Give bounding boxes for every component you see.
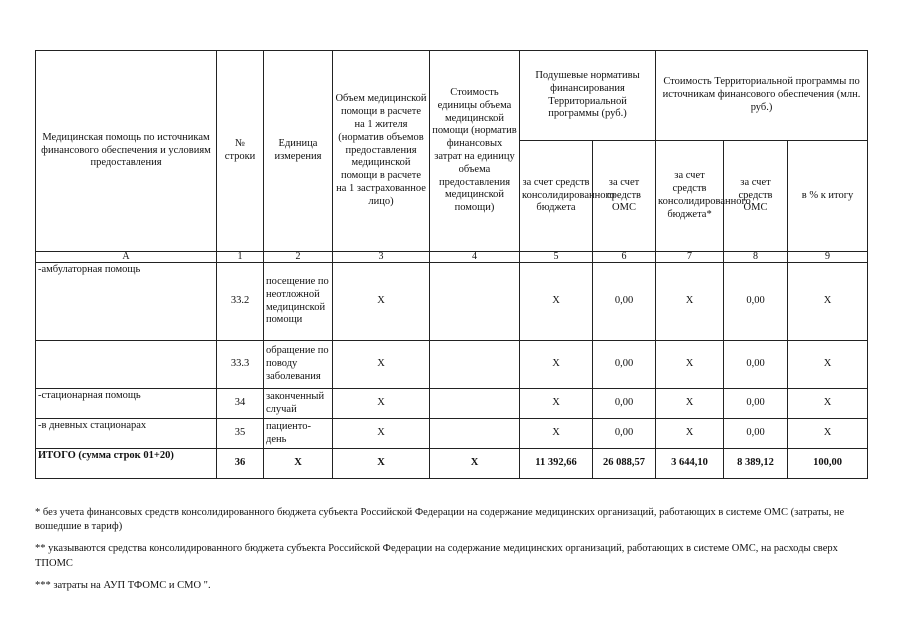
cell-col-3: X xyxy=(333,263,430,341)
column-number: 5 xyxy=(520,252,593,263)
total-col-5: 11 392,66 xyxy=(520,449,593,479)
row-label xyxy=(36,341,217,389)
cell-col-8: 0,00 xyxy=(724,263,788,341)
cell-col-5: X xyxy=(520,263,593,341)
header-col-7: за счет средств консолидированного бюджета* xyxy=(656,141,724,252)
cell-col-4 xyxy=(430,419,520,449)
cell-col-6: 0,00 xyxy=(593,389,656,419)
total-unit: X xyxy=(264,449,333,479)
table-row xyxy=(36,263,868,341)
cell-col-4 xyxy=(430,341,520,389)
footnotes xyxy=(35,506,867,601)
row-label: -в дневных стационарах xyxy=(36,419,217,449)
column-number: 8 xyxy=(724,252,788,263)
total-col-8: 8 389,12 xyxy=(724,449,788,479)
column-number: 2 xyxy=(264,252,333,263)
cell-col-3: X xyxy=(333,341,430,389)
header-col-1: № строки xyxy=(217,51,264,252)
header-col-2: Единица измерения xyxy=(264,51,333,252)
cell-col-8: 0,00 xyxy=(724,341,788,389)
cell-col-9: X xyxy=(788,263,868,341)
total-number: 36 xyxy=(217,449,264,479)
cell-col-9: X xyxy=(788,389,868,419)
row-unit: обращение по поводу заболевания xyxy=(264,341,333,389)
header-col-a: Медицинская помощь по источникам финансового обеспечения и условиям предоставления xyxy=(36,51,217,252)
total-col-7: 3 644,10 xyxy=(656,449,724,479)
cell-col-7: X xyxy=(656,263,724,341)
cell-col-6: 0,00 xyxy=(593,341,656,389)
column-number: А xyxy=(36,252,217,263)
total-col-4: X xyxy=(430,449,520,479)
header-col-3: Объем медицинской помощи в расчете на 1 жителя (норматив объемов предоставления медицинской помощи в расчете на 1 застрахованное лицо) xyxy=(333,51,430,252)
header-col-6: за счет средств ОМС xyxy=(593,141,656,252)
header-group-program-cost: Стоимость Территориальной программы по источникам финансового обеспечения (млн. руб.) xyxy=(656,51,868,141)
total-label: ИТОГО (сумма строк 01+20) xyxy=(36,449,217,479)
row-unit: посещение по неотложной медицинской помощи xyxy=(264,263,333,341)
cell-col-9: X xyxy=(788,341,868,389)
total-col-6: 26 088,57 xyxy=(593,449,656,479)
row-label: -амбулаторная помощь xyxy=(36,263,217,341)
table-row xyxy=(36,389,868,419)
row-label: -стационарная помощь xyxy=(36,389,217,419)
column-number: 3 xyxy=(333,252,430,263)
cell-col-5: X xyxy=(520,419,593,449)
cell-col-7: X xyxy=(656,389,724,419)
header-group-per-capita: Подушевые нормативы финансирования Территориальной программы (руб.) xyxy=(520,51,656,141)
header-col-9: в % к итогу xyxy=(788,141,868,252)
cell-col-6: 0,00 xyxy=(593,419,656,449)
table-row xyxy=(36,341,868,389)
cell-col-8: 0,00 xyxy=(724,419,788,449)
header-col-8: за счет средств ОМС xyxy=(724,141,788,252)
cell-col-4 xyxy=(430,389,520,419)
cell-col-5: X xyxy=(520,341,593,389)
total-row xyxy=(36,449,868,479)
footnote-1: * без учета финансовых средств консолидированного бюджета субъекта Российской Федерации на содержание медицинских организаций, работающих в системе ОМС (затраты, не вошедшие в тариф) xyxy=(35,507,845,533)
cell-col-7: X xyxy=(656,419,724,449)
footnote-2: ** указываются средства консолидированного бюджета субъекта Российской Федерации на содержание медицинских организаций, работающих в системе ОМС, на расходы сверх ТПОМС xyxy=(35,543,838,569)
financing-table xyxy=(35,50,868,479)
row-number: 33.2 xyxy=(217,263,264,341)
cell-col-6: 0,00 xyxy=(593,263,656,341)
row-unit: законченный случай xyxy=(264,389,333,419)
row-unit: пациенто-день xyxy=(264,419,333,449)
cell-col-3: X xyxy=(333,389,430,419)
total-col-3: X xyxy=(333,449,430,479)
footnote-3: *** затраты на АУП ТФОМС и СМО ". xyxy=(35,579,211,591)
table-row xyxy=(36,419,868,449)
cell-col-9: X xyxy=(788,419,868,449)
column-numbers-row xyxy=(36,252,868,263)
header-col-5: за счет средств консолидированного бюджета xyxy=(520,141,593,252)
row-number: 33.3 xyxy=(217,341,264,389)
row-number: 35 xyxy=(217,419,264,449)
column-number: 7 xyxy=(656,252,724,263)
cell-col-3: X xyxy=(333,419,430,449)
column-number: 6 xyxy=(593,252,656,263)
header-col-4: Стоимость единицы объема медицинской помощи (норматив финансовых затрат на единицу объема предоставления медицинской помощи) xyxy=(430,51,520,252)
total-col-9: 100,00 xyxy=(788,449,868,479)
cell-col-5: X xyxy=(520,389,593,419)
column-number: 1 xyxy=(217,252,264,263)
column-number: 4 xyxy=(430,252,520,263)
cell-col-8: 0,00 xyxy=(724,389,788,419)
cell-col-4 xyxy=(430,263,520,341)
cell-col-7: X xyxy=(656,341,724,389)
row-number: 34 xyxy=(217,389,264,419)
column-number: 9 xyxy=(788,252,868,263)
